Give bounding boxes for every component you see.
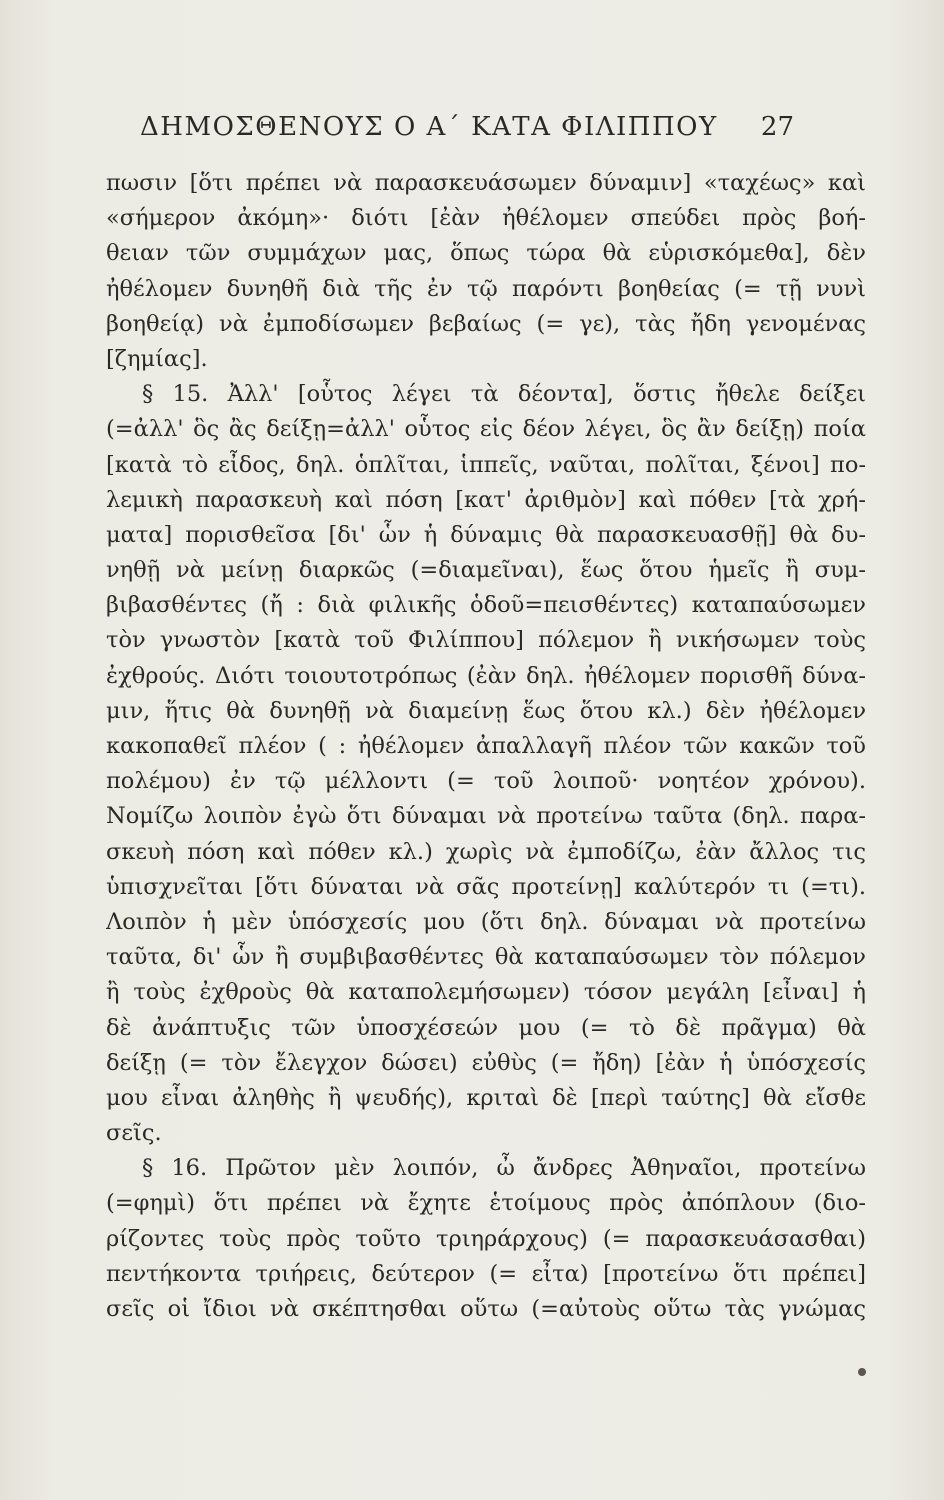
- text-line: δείξῃ (= τὸν ἔλεγχον δώσει) εὐθὺς (= ἤδη) [ἐὰν ἡ ὑπόσχεσίς: [106, 1049, 866, 1076]
- text-line: ἢ τοὺς ἐχθροὺς θὰ καταπολεμήσωμεν) τόσον μεγάλη [εἶναι] ἡ: [106, 979, 866, 1006]
- text-line: δὲ ἀνάπτυξις τῶν ὑποσχέσεών μου (= τὸ δὲ πρᾶγμα) θὰ: [106, 1014, 866, 1041]
- text-line: βοηθείᾳ) νὰ ἐμποδίσωμεν βεβαίως (= γε), τὰς ἤδη γενομένας: [106, 310, 866, 337]
- text-line: τὸν γνωστὸν [κατὰ τοῦ Φιλίππου] πόλεμον ἢ νικήσωμεν τοὺς: [106, 627, 866, 654]
- text-line: σεῖς.: [106, 1120, 162, 1147]
- text-line: Νομίζω λοιπὸν ἐγὼ ὅτι δύναμαι νὰ προτείνω ταῦτα (δηλ. παρα-: [106, 803, 866, 830]
- text-line: λεμικὴ παρασκευὴ καὶ πόση [κατ' ἀριθμὸν] καὶ πόθεν [τὰ χρή-: [106, 486, 866, 513]
- text-line: βιβασθέντες (ἤ : διὰ φιλικῆς ὁδοῦ=πεισθέντες) καταπαύσωμεν: [106, 592, 866, 619]
- text-line: πολέμου) ἐν τῷ μέλλοντι (= τοῦ λοιποῦ· νοητέον χρόνου).: [106, 768, 866, 795]
- running-title: ΔΗΜΟΣΘΕΝΟΥΣ Ο Α΄ ΚΑΤΑ ΦΙΛΙΠΠΟΥ: [140, 112, 718, 142]
- section-15-heading-line: § 15. Ἀλλ' [οὗτος λέγει τὰ δέοντα], ὅστις ἤθελε δείξει: [142, 381, 866, 408]
- text-line: ἠθέλομεν δυνηθῆ διὰ τῆς ἐν τῷ παρόντι βοηθείας (= τῇ νυνὶ: [106, 275, 866, 302]
- text-line: [κατὰ τὸ εἶδος, δηλ. ὁπλῖται, ἱππεῖς, ναῦται, πολῖται, ξένοι] πο-: [106, 451, 866, 478]
- text-line: (=φημὶ) ὅτι πρέπει νὰ ἔχητε ἑτοίμους πρὸς ἀπόπλουν (διο-: [106, 1190, 866, 1217]
- text-line: ταῦτα, δι' ὧν ἢ συμβιβασθέντες θὰ καταπαύσωμεν τὸν πόλεμον: [106, 944, 866, 971]
- text-line: ὑπισχνεῖται [ὅτι δύναται νὰ σᾶς προτείνῃ] καλύτερόν τι (=τι).: [106, 873, 866, 900]
- text-line: σεῖς οἱ ἴδιοι νὰ σκέπτησθαι οὕτω (=αὐτοὺς οὕτω τὰς γνώμας: [106, 1296, 866, 1322]
- text-line: νηθῇ νὰ μείνῃ διαρκῶς (=διαμεῖναι), ἕως ὅτου ἡμεῖς ἢ συμ-: [106, 557, 866, 584]
- text-line: πεντήκοντα τριήρεις, δεύτερον (= εἶτα) [προτείνω ὅτι πρέπει]: [106, 1260, 866, 1287]
- section-16-heading-line: § 16. Πρῶτον μὲν λοιπόν, ὦ ἄνδρες Ἀθηναῖοι, προτείνω: [142, 1155, 866, 1182]
- text-line: [ζημίας].: [106, 345, 208, 372]
- text-line: κακοπαθεῖ πλέον ( : ἠθέλομεν ἀπαλλαγῆ πλέον τῶν κακῶν τοῦ: [106, 733, 866, 759]
- text-line: θειαν τῶν συμμάχων μας, ὅπως τώρα θὰ εὑρισκόμεθα], δὲν: [106, 240, 866, 267]
- text-line: (=ἀλλ' ὃς ἂς δείξῃ=ἀλλ' οὗτος εἰς δέον λέγει, ὃς ἂν δείξῃ) ποία: [106, 416, 866, 443]
- text-line: μιν, ἥτις θὰ δυνηθῇ νὰ διαμείνῃ ἕως ὅτου κλ.) δὲν ἠθέλομεν: [106, 697, 866, 724]
- text-line: ἐχθρούς. Διότι τοιουτοτρόπως (ἐὰν δηλ. ἠθέλομεν πορισθῆ δύνα-: [106, 662, 866, 689]
- commentary-text: [106, 166, 866, 1327]
- text-line: «σήμερον ἀκόμη»· διότι [ἐὰν ἠθέλομεν σπεύδει πρὸς βοή-: [106, 205, 866, 232]
- text-line: Λοιπὸν ἡ μὲν ὑπόσχεσίς μου (ὅτι δηλ. δύναμαι νὰ προτείνω: [106, 908, 866, 935]
- page-number: 27: [760, 112, 794, 142]
- text-line: ματα] πορισθεῖσα [δι' ὧν ἡ δύναμις θὰ παρασκευασθῇ] θὰ δυ-: [106, 521, 866, 548]
- text-line: σκευὴ πόση καὶ πόθεν κλ.) χωρὶς νὰ ἐμποδίζω, ἐὰν ἄλλος τις: [106, 838, 866, 865]
- text-line: πωσιν [ὅτι πρέπει νὰ παρασκευάσωμεν δύναμιν] «ταχέως» καὶ: [106, 170, 866, 196]
- text-line: ρίζοντες τοὺς πρὸς τοῦτο τριηράρχους) (= παρασκευάσασθαι): [106, 1225, 866, 1252]
- ink-spot: [858, 1368, 866, 1376]
- text-line: μου εἶναι ἀληθὴς ἢ ψευδής), κριταὶ δὲ [περὶ ταύτης] θὰ εἴσθε: [106, 1084, 866, 1111]
- page-header: [140, 112, 800, 156]
